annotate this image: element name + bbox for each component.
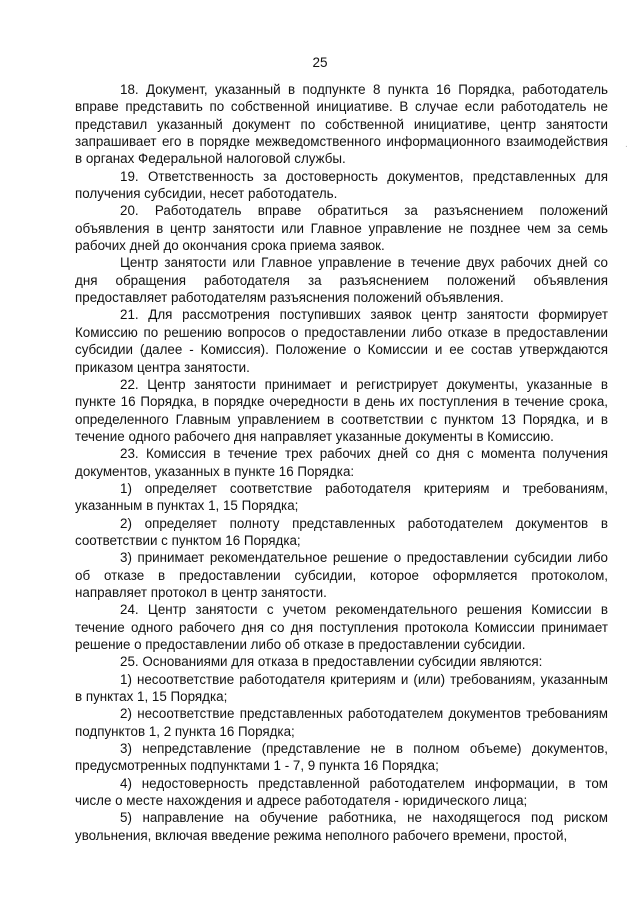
paragraph-19: 19. Ответственность за достоверность документов, представленных для получения субсидии, несет работодатель.	[75, 168, 608, 202]
paragraph-25-item-4: 4) недостоверность представленной работодателем информации, в том числе о месте нахождения и адресе работодателя - юридического лица;	[75, 775, 608, 809]
paragraph-18: 18. Документ, указанный в подпункте 8 пункта 16 Порядка, работодатель вправе представить по собственной инициативе. В случае если работодатель не представил указанный документ по собственной инициативе, центр занятости запрашивает его в порядке межведомственного информационного взаимодействия в органах Федеральной налоговой службы.	[75, 82, 608, 167]
paragraph-22: 22. Центр занятости принимает и регистрирует документы, указанные в пункте 16 Порядка, в порядке очередности в день их поступления в течение срока, определенного Главным управлением в соответствии с пунктом 13 Порядка, и в течение одного рабочего дня направляет указанные документы в Комиссию.	[75, 376, 608, 444]
paragraph-25-item-1: 1) несоответствие работодателя критериям и (или) требованиям, указанным в пунктах 1, 15 Порядка;	[75, 671, 608, 705]
paragraph-25-item-5: 5) направление на обучение работника, не находящегося под риском увольнения, включая введение режима неполного рабочего времени, простой,	[75, 810, 608, 843]
page-number: 25	[312, 55, 328, 70]
margin-mark: .	[625, 139, 628, 150]
paragraph-23-item-3: 3) принимает рекомендательное решение о предоставлении субсидии либо об отказе в предоставлении субсидии, которое оформляется протоколом, направляет протокол в центр занятости.	[75, 550, 608, 600]
paragraph-23: 23. Комиссия в течение трех рабочих дней со дня с момента получения документов, указанных в пункте 16 Порядка:	[75, 446, 608, 479]
paragraph-24: 24. Центр занятости с учетом рекомендательного решения Комиссии в течение одного рабочего дня со дня поступления протокола Комиссии принимает решение о предоставлении либо об отказе в предоставлении субсидии.	[75, 602, 608, 652]
document-body	[75, 81, 608, 844]
paragraph-25: 25. Основаниями для отказа в предоставлении субсидии являются:	[120, 654, 543, 670]
paragraph-20: 20. Работодатель вправе обратиться за разъяснением положений объявления в центр занятости или Главное управление не позднее чем за семь рабочих дней до окончания срока приема заявок.	[75, 203, 608, 254]
paragraph-25-item-3: 3) непредставление (представление не в полном объеме) документов, предусмотренных подпунктами 1 - 7, 9 пункта 16 Порядка;	[75, 741, 608, 774]
paragraph-21: 21. Для рассмотрения поступивших заявок центр занятости формирует Комиссию по решению вопросов о предоставлении либо отказе в предоставлении субсидии (далее - Комиссия). Положение о Комиссии и ее состав утверждаются приказом центра занятости.	[75, 307, 608, 375]
paragraph-23-item-1: 1) определяет соответствие работодателя критериям и требованиям, указанным в пунктах 1, 15 Порядка;	[75, 480, 608, 514]
paragraph-20-clarification: Центр занятости или Главное управление в течение двух рабочих дней со дня обращения работодателя за разъяснением положений объявления предоставляет работодателям разъяснения положений объявления.	[75, 255, 608, 306]
paragraph-25-item-2: 2) несоответствие представленных работодателем документов требованиям подпунктов 1, 2 пункта 16 Порядка;	[75, 706, 608, 739]
paragraph-23-item-2: 2) определяет полноту представленных работодателем документов в соответствии с пунктом 16 Порядка;	[75, 515, 608, 548]
